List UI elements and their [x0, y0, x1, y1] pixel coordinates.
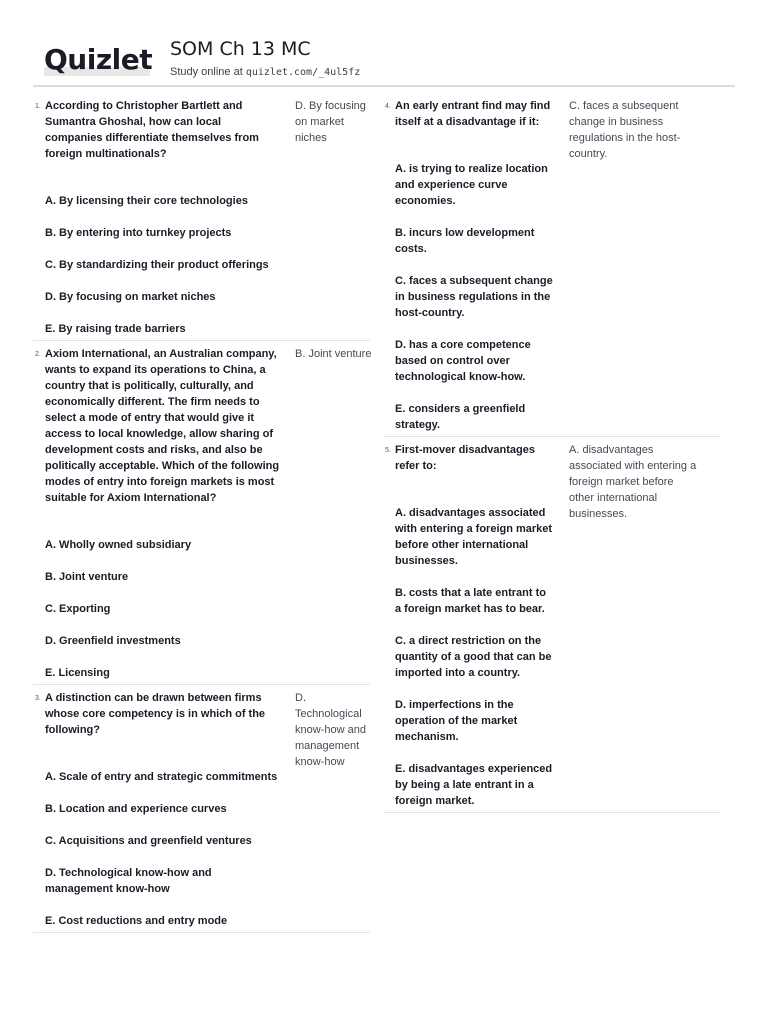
answer-option: A. By licensing their core technologies: [45, 195, 248, 207]
header-divider: [33, 85, 735, 87]
study-online-url[interactable]: quizlet.com/_4ul5fz: [245, 67, 361, 78]
question-text: First-mover disadvantages refer to:: [395, 444, 535, 472]
question-text: An early entrant find may find itself at a disadvantage if it:: [395, 100, 551, 128]
answer-option: C. Exporting: [45, 603, 111, 615]
answer-option: D. imperfections in the operation of the market mechanism.: [395, 699, 518, 743]
quizlet-logo: Quizlet: [44, 43, 153, 76]
question-card: [383, 437, 720, 813]
page-header: [44, 36, 744, 86]
question-card: [383, 95, 720, 437]
correct-answer: B. Joint venture: [295, 348, 372, 360]
answer-option: B. Location and experience curves: [45, 803, 227, 815]
answer-option: A. Scale of entry and strategic commitments: [45, 771, 278, 783]
study-online-line: [170, 66, 360, 78]
question-text: Axiom International, an Australian company, wants to expand its operations to China, a country that is politically, culturally, and economically different. The firm needs to select a mode of entry that would give it access to local knowledge, allow sharing of development costs and risks, and also be politically acceptable. Which of the following modes of entry into foreign markets is most suitable for Axiom International?: [45, 348, 280, 504]
answer-option: C. faces a subsequent change in business regulations in the host-country.: [395, 275, 553, 319]
answer-option: E. Cost reductions and entry mode: [45, 915, 228, 927]
answer-option: E. Licensing: [45, 667, 110, 679]
answer-option: C. By standardizing their product offerings: [45, 259, 269, 271]
question-number: 3.: [35, 695, 41, 702]
correct-answer: A. disadvantages associated with entering a foreign market before other international businesses.: [569, 444, 697, 520]
question-text: According to Christopher Bartlett and Sumantra Ghoshal, how can local companies differentiate themselves from foreign multinationals?: [45, 100, 259, 160]
answer-option: A. is trying to realize location and experience curve economies.: [395, 163, 548, 207]
correct-answer: D. Technological know-how and management know-how: [295, 692, 366, 768]
question-card: [33, 685, 370, 933]
answer-option: B. incurs low development costs.: [395, 227, 535, 255]
question-card: [33, 95, 370, 341]
answer-option: A. Wholly owned subsidiary: [45, 539, 192, 551]
question-text: A distinction can be drawn between firms whose core competency is in which of the following?: [45, 692, 266, 736]
left-column: [33, 95, 370, 933]
answer-option: B. costs that a late entrant to a foreign market has to bear.: [395, 587, 546, 615]
question-number: 1.: [35, 103, 41, 110]
question-number: 4.: [385, 103, 391, 110]
answer-option: E. disadvantages experienced by being a late entrant in a foreign market.: [395, 763, 553, 807]
document-title: SOM Ch 13 MC: [170, 38, 311, 60]
right-column: [383, 95, 720, 813]
question-number: 2.: [35, 351, 41, 358]
question-card: [33, 341, 370, 685]
answer-option: C. Acquisitions and greenfield ventures: [45, 835, 252, 847]
correct-answer: D. By focusing on market niches: [295, 100, 366, 144]
correct-answer: C. faces a subsequent change in business regulations in the host-country.: [569, 100, 681, 160]
answer-option: B. By entering into turnkey projects: [45, 227, 232, 239]
answer-option: C. a direct restriction on the quantity of a good that can be imported into a country.: [395, 635, 552, 679]
answer-option: E. considers a greenfield strategy.: [395, 403, 526, 431]
answer-option: D. has a core competence based on control over technological know-how.: [395, 339, 531, 383]
answer-option: B. Joint venture: [45, 571, 129, 583]
answer-option: D. By focusing on market niches: [45, 291, 216, 303]
study-online-prefix: Study online at: [170, 66, 246, 78]
answer-option: A. disadvantages associated with entering a foreign market before other international businesses.: [395, 507, 553, 567]
answer-option: D. Greenfield investments: [45, 635, 181, 647]
answer-option: D. Technological know-how and management know-how: [45, 867, 212, 895]
question-number: 5.: [385, 447, 391, 454]
answer-option: E. By raising trade barriers: [45, 323, 186, 335]
